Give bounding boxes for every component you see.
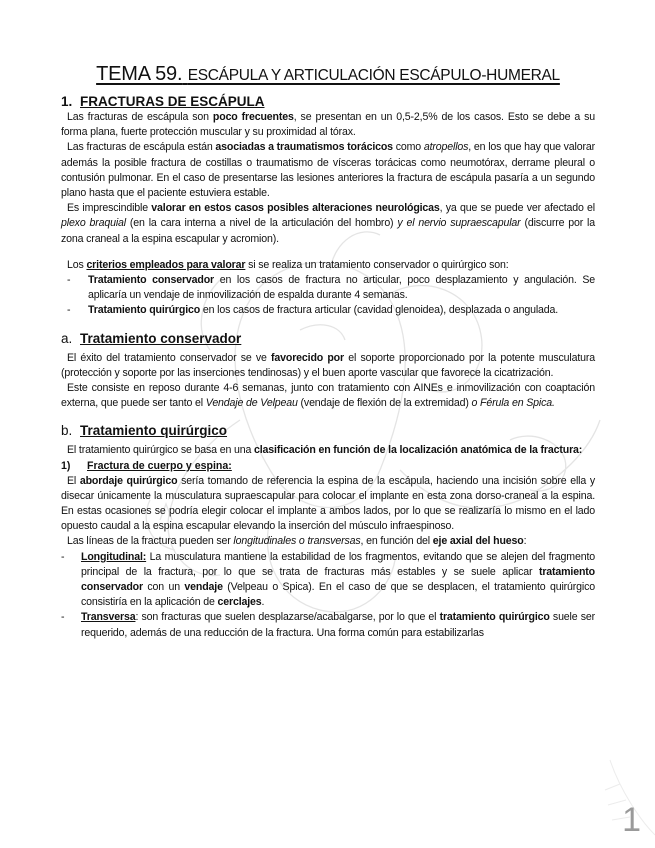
- list-item: - Transversa: son fracturas que suelen desplazarse/acabalgarse, por lo que el tratamiento quirúrgico suele ser requerido, además de una reducción de la fractura. Una forma común para estabilizarlas: [61, 611, 595, 639]
- paragraph: El abordaje quirúrgico sería tomando de referencia la espina de la escápula, haciendo una incisión sobre ella y disecar únicamente la musculatura supraescapular para colocar el implante en esta zona dorso-craneal a la espina. En estas ocasiones se podría elegir colocar el implante a ambos lados, por lo que se realizaría lo mismo en el lado opuesto caudal a la espina escapular elevando la inserción del músculo infraespinoso.: [61, 474, 595, 533]
- section-a-title: Tratamiento conservador: [80, 330, 242, 346]
- section-1-heading: [61, 93, 595, 110]
- list-item: - Tratamiento quirúrgico en los casos de fractura articular (cavidad glenoidea), desplazada o angulada.: [67, 304, 559, 317]
- paragraph: El tratamiento quirúrgico se basa en una clasificación en función de la localización anatómica de la fractura:: [67, 444, 583, 457]
- paragraph: Las fracturas de escápula son poco frecuentes, se presentan en un 0,5-2,5% de los casos. Esto se debe a su forma plana, fuerte protección muscular y su proximidad al tórax.: [61, 111, 596, 139]
- paragraph: El éxito del tratamiento conservador se ve favorecido por el soporte proporcionado por la potente musculatura (protección y soporte por las inserciones tendinosas) y el buen aporte vascular que favorece la cicatrización.: [61, 351, 595, 379]
- section-b-heading: [61, 422, 595, 440]
- section-1-title: FRACTURAS DE ESCÁPULA: [80, 94, 265, 109]
- subsection-1-title: Fractura de cuerpo y espina:: [87, 459, 232, 472]
- title-subtitle: ESCÁPULA Y ARTICULACIÓN ESCÁPULO-HUMERAL: [187, 67, 560, 84]
- criteria-intro: Los criterios empleados para valorar si se realiza un tratamiento conservador o quirúrgico son:: [67, 258, 509, 271]
- paragraph: Las fracturas de escápula están asociadas a traumatismos torácicos como atropellos, en los que hay que valorar además la posible fractura de costillas o traumatismo de vísceras torácicas como neumotórax, derrame pleural o contusión pulmonar. En el caso de presentarse las lesiones anteriores la fractura de escápula pasaría a un segundo plano hasta que el paciente estuviera estable.: [61, 141, 595, 200]
- list-item: - Longitudinal: La musculatura mantiene la estabilidad de los fragmentos, evitando que se alejen del fragmento principal de la fractura, por lo que se trata de fracturas más estables y se suele aplicar tratamiento conservador con un vendaje (Velpeau o Spica). En el caso de que se desplacen, el tratamiento quirúrgico consistiría en la aplicación de cerclajes.: [61, 550, 595, 609]
- section-a-number: a.: [61, 330, 73, 346]
- page-number: 1: [622, 801, 641, 839]
- section-1-number: 1.: [61, 94, 73, 109]
- section-b-title: Tratamiento quirúrgico: [80, 423, 228, 439]
- paragraph: Las líneas de la fractura pueden ser longitudinales o transversas, en función del eje axial del hueso:: [67, 535, 527, 548]
- list-item: - Tratamiento conservador en los casos de fractura no articular, poco desplazamiento y angulación. Se aplicaría un vendaje de inmovilización de espalda durante 4 semanas.: [67, 274, 595, 302]
- subsection-1-heading: [61, 459, 595, 474]
- paragraph: Es imprescindible valorar en estos casos posibles alteraciones neurológicas, ya que se puede ver afectado el plexo braquial (en la cara interna a nivel de la articulación del hombro) y el nervio supraescapular (discurre por la zona craneal a la espina escapular y acromion).: [61, 202, 595, 245]
- section-a-heading: [61, 330, 595, 348]
- subsection-1-number: 1): [61, 459, 71, 472]
- title-main: TEMA 59.: [96, 63, 183, 85]
- section-b-number: b.: [61, 423, 73, 439]
- document-title: [61, 62, 595, 88]
- document-page: [61, 62, 595, 641]
- paragraph: Este consiste en reposo durante 4-6 semanas, junto con tratamiento con AINEs e inmovilización con coaptación externa, que puede ser tanto el Vendaje de Velpeau (vendaje de flexión de la extremidad) o Férula en Spica.: [61, 382, 595, 410]
